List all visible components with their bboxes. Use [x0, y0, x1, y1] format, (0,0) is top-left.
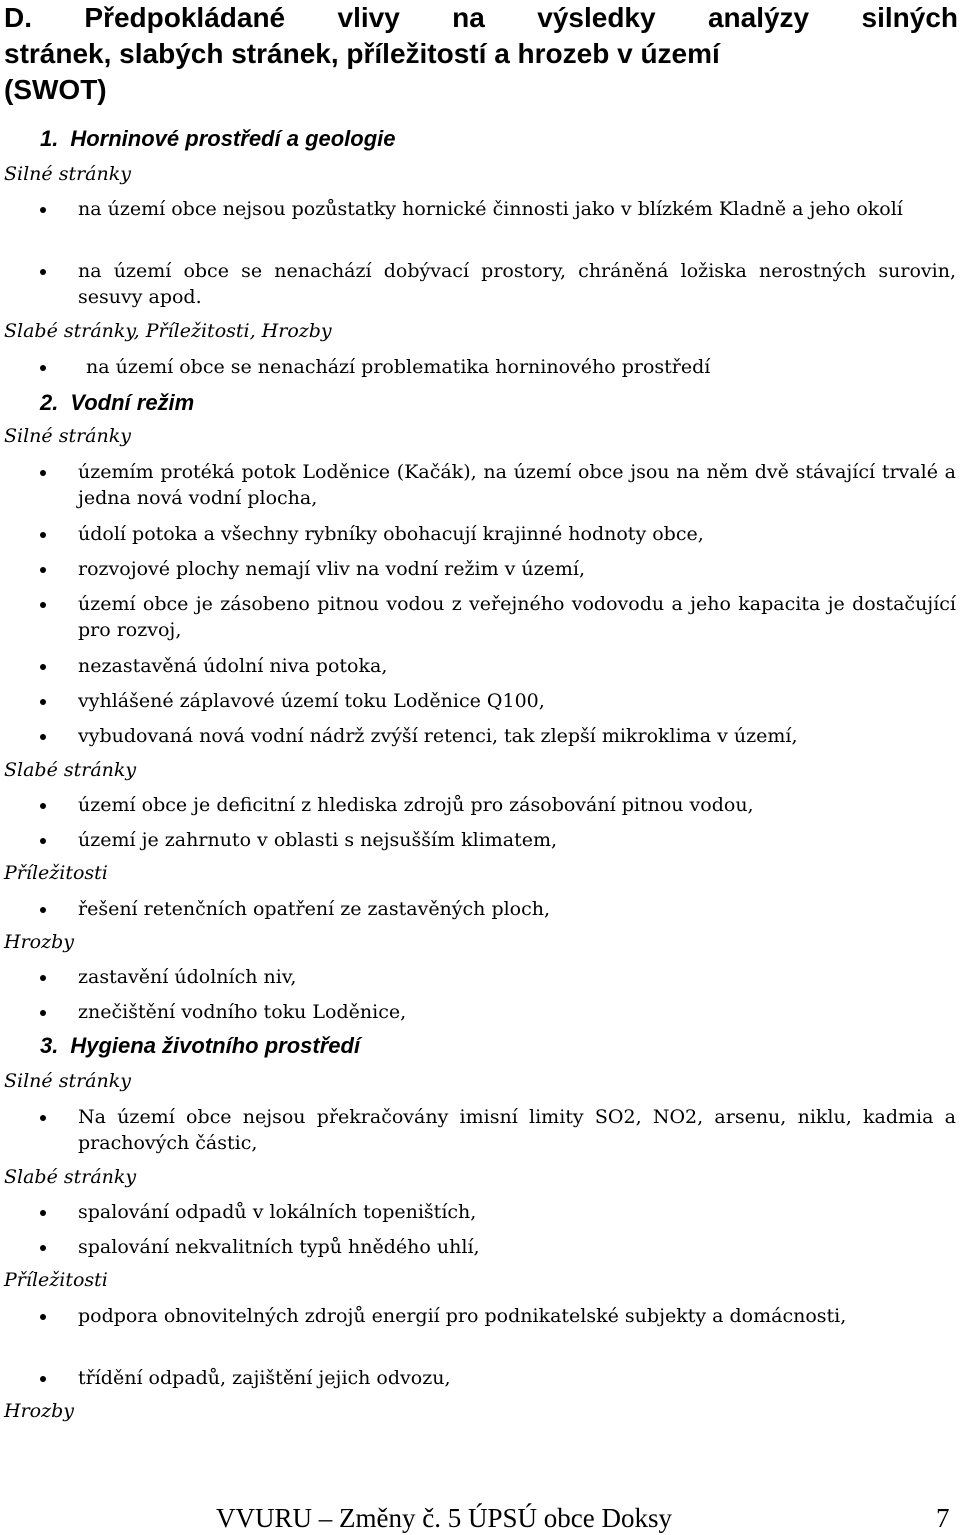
list-item: spalování nekvalitních typů hnědého uhlí,: [78, 1234, 956, 1260]
list-item: nezastavěná údolní niva potoka,: [78, 653, 956, 679]
bullet-icon: [40, 1314, 46, 1320]
subsection-label: Slabé stránky, Příležitosti, Hrozby: [4, 320, 332, 342]
list-item: vyhlášené záplavové území toku Loděnice Q100,: [78, 688, 956, 714]
subsection-label: Příležitosti: [4, 1269, 108, 1291]
subsection-label: Silné stránky: [4, 1070, 131, 1092]
subsection-label: Příležitosti: [4, 862, 108, 884]
subsection-label: Silné stránky: [4, 163, 131, 185]
bullet-icon: [40, 470, 46, 476]
list-item: údolí potoka a všechny rybníky obohacují krajinné hodnoty obce,: [78, 521, 956, 547]
list-item: rozvojové plochy nemají vliv na vodní režim v území,: [78, 556, 956, 582]
list-item: území obce je zásobeno pitnou vodou z veřejného vodovodu a jeho kapacita je dostačující pro rozvoj,: [78, 591, 956, 643]
bullet-icon: [40, 975, 46, 981]
section-number: 1.: [40, 126, 59, 151]
bullet-icon: [40, 1010, 46, 1016]
bullet-icon: [40, 803, 46, 809]
list-item: na území obce se nenachází problematika horninového prostředí: [86, 354, 956, 380]
bullet-icon: [40, 838, 46, 844]
list-item: podpora obnovitelných zdrojů energií pro podnikatelské subjekty a domácnosti,: [78, 1303, 956, 1329]
document-title-line-1: D. Předpokládané vlivy na výsledky analýzy silných: [4, 2, 958, 33]
list-item: spalování odpadů v lokálních topeništích,: [78, 1199, 956, 1225]
footer-text: VVURU – Změny č. 5 ÚPSÚ obce Doksy: [216, 1503, 672, 1533]
section-title: Vodní režim: [70, 390, 195, 415]
bullet-icon: [40, 734, 46, 740]
bullet-icon: [40, 1376, 46, 1382]
list-item: území je zahrnuto v oblasti s nejsušším klimatem,: [78, 827, 956, 853]
section-heading: [40, 125, 396, 153]
section-number: 3.: [40, 1033, 59, 1058]
bullet-icon: [40, 532, 46, 538]
section-heading: [40, 389, 194, 417]
subsection-label: Hrozby: [4, 931, 74, 953]
list-item: zastavění údolních niv,: [78, 964, 956, 990]
bullet-icon: [40, 699, 46, 705]
bullet-icon: [40, 269, 46, 275]
list-item: třídění odpadů, zajištění jejich odvozu,: [78, 1365, 956, 1391]
list-item: znečištění vodního toku Loděnice,: [78, 999, 956, 1025]
bullet-icon: [40, 567, 46, 573]
section-heading: [40, 1032, 360, 1060]
bullet-icon: [40, 602, 46, 608]
document-title-line-2: stránek, slabých stránek, příležitostí a hrozeb v území: [4, 38, 720, 69]
list-item: na území obce nejsou pozůstatky hornické činnosti jako v blízkém Kladně a jeho okolí: [78, 196, 956, 222]
subsection-label: Silné stránky: [4, 425, 131, 447]
list-item: území obce je deficitní z hlediska zdrojů pro zásobování pitnou vodou,: [78, 792, 956, 818]
section-number: 2.: [40, 390, 59, 415]
section-title: Horninové prostředí a geologie: [70, 126, 396, 151]
section-title: Hygiena životního prostředí: [70, 1033, 361, 1058]
subsection-label: Slabé stránky: [4, 759, 137, 781]
bullet-icon: [40, 207, 46, 213]
bullet-icon: [40, 1115, 46, 1121]
subsection-label: Hrozby: [4, 1400, 74, 1422]
list-item: na území obce se nenachází dobývací prostory, chráněná ložiska nerostných surovin, sesuvy apod.: [78, 258, 956, 310]
list-item: vybudovaná nová vodní nádrž zvýší retenci, tak zlepší mikroklima v území,: [78, 723, 956, 749]
bullet-icon: [40, 907, 46, 913]
bullet-icon: [40, 664, 46, 670]
list-item: územím protéká potok Loděnice (Kačák), na území obce jsou na něm dvě stávající trvalé a jedna nová vodní plocha,: [78, 459, 956, 511]
list-item: Na území obce nejsou překračovány imisní limity SO2, NO2, arsenu, niklu, kadmia a prachových částic,: [78, 1104, 956, 1156]
subsection-label: Slabé stránky: [4, 1166, 137, 1188]
bullet-icon: [40, 365, 46, 371]
bullet-icon: [40, 1245, 46, 1251]
page-number: 7: [936, 1503, 950, 1533]
bullet-icon: [40, 1210, 46, 1216]
document-title-line-3: (SWOT): [4, 74, 107, 105]
list-item: řešení retenčních opatření ze zastavěných ploch,: [78, 896, 956, 922]
